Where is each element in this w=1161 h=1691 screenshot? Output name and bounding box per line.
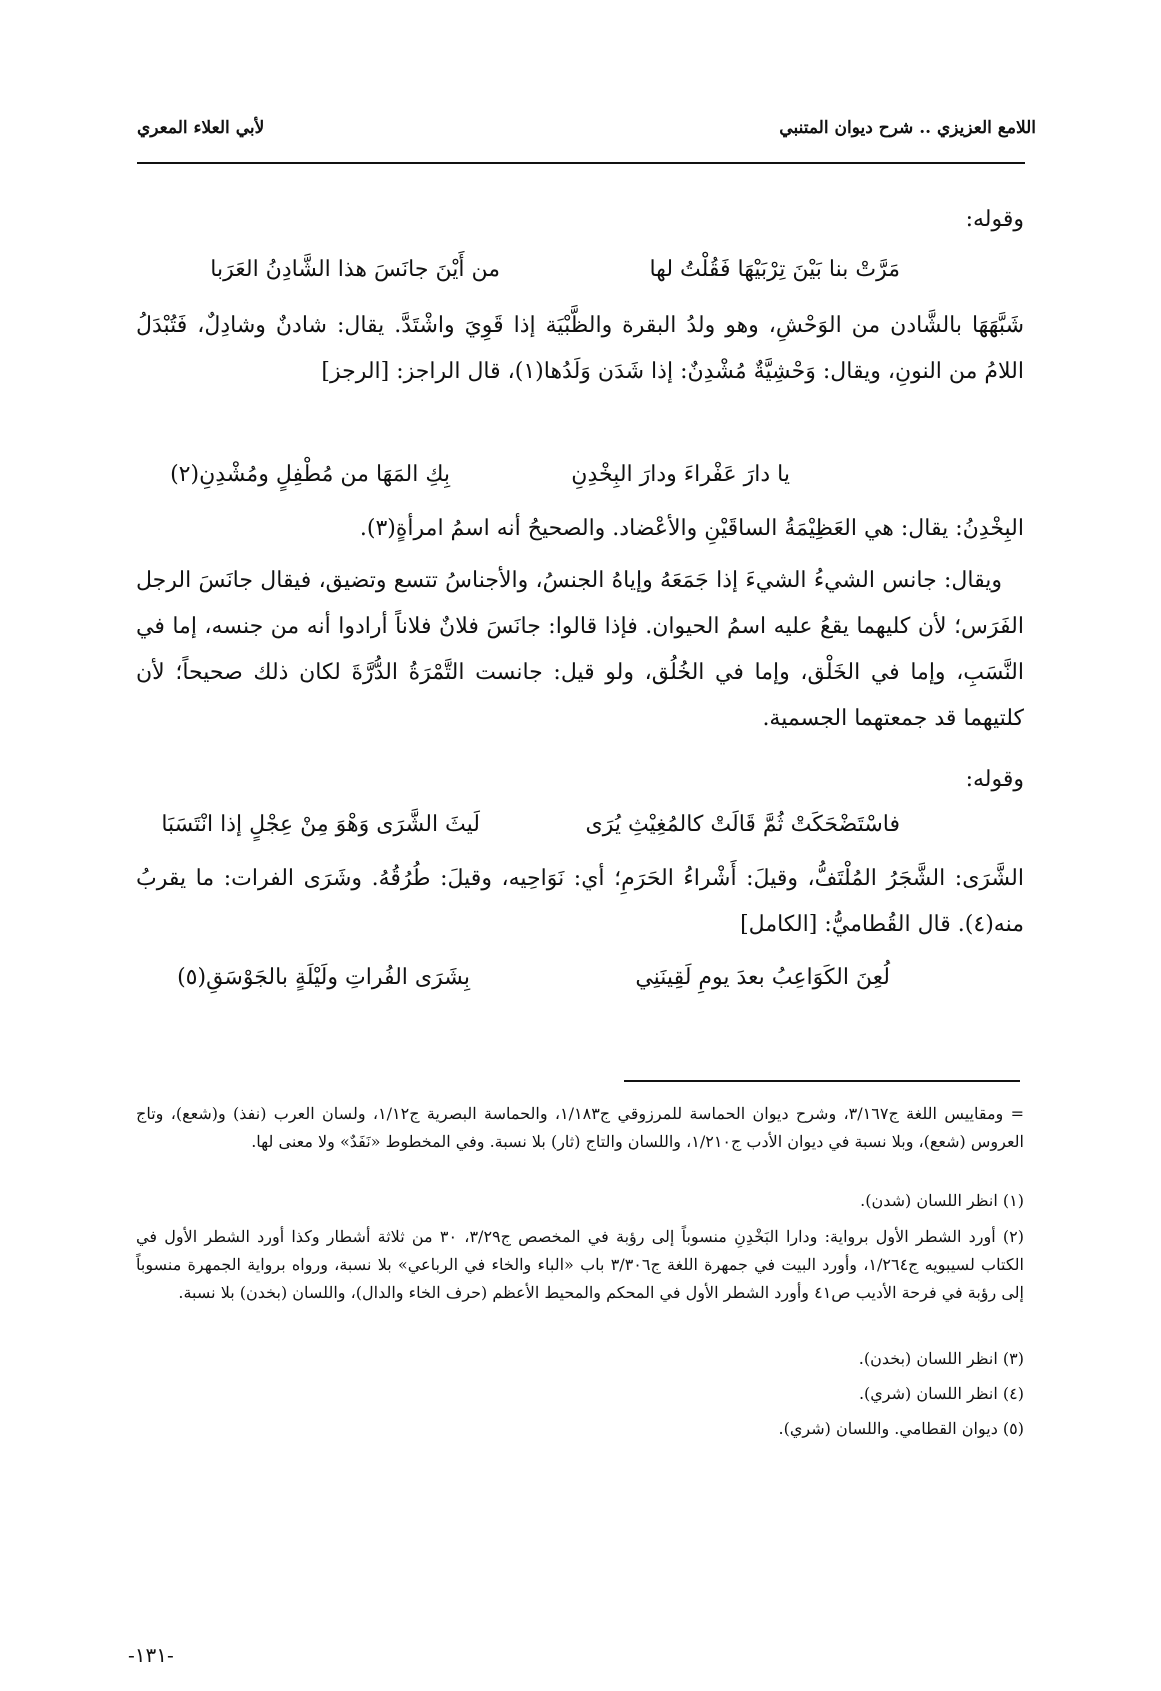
verse-hemistich-2: بِشَرَى الفُراتِ ولَيْلَةٍ بالجَوْسَقِ(٥) <box>177 965 470 990</box>
rajaz-verse-line <box>137 455 1025 495</box>
commentary-paragraph: شَبَّهَهَا بالشَّادن من الوَحْشِ، وهو ولدُ البقرة والظَّبْيَة إذا قَوِيَ واشْتَدَّ. يقال: شادنٌ وشادِلٌ، فَتُبْدَلُ اللامُ من النونِ، ويقال: وَحْشِيَّةٌ مُشْدِنٌ: إذا شَدَن وَلَدُها(١)، قال الراجز: [الرجز] <box>136 313 1024 384</box>
verse-hemistich-1: مَرَّتْ بنا بَيْنَ تِرْبَيْهَا فَقُلْتُ لها <box>649 257 900 282</box>
footnote-item: (٣) انظر اللسان (بخدن). <box>858 1349 1024 1368</box>
footnote-item: (٥) ديوان القطامي. واللسان (شري). <box>778 1419 1024 1438</box>
commentary-paragraph: البِخْدِنُ: يقال: هي العَظِيْمَةُ الساقَيْنِ والأعْضاد. والصحيحُ أنه اسمُ امرأةٍ(٣). <box>359 516 1024 541</box>
verse-hemistich-1: يا دارَ عَفْراءَ ودارَ البِخْدِنِ <box>571 462 790 487</box>
verse-hemistich-1: فاسْتَضْحَكَتْ ثُمَّ قَالَتْ كالمُغِيْثِ يُرَى <box>585 812 900 837</box>
verse-hemistich-1: لُعِنَ الكَوَاعِبُ بعدَ يومِ لَقِينَنِي <box>635 965 890 990</box>
commentary-paragraph: ويقال: جانس الشيءُ الشيءَ إذا جَمَعَهُ وإياهُ الجنسُ، والأجناسُ تتسع وتضيق، فيقال جانَسَ الرجل الفَرَس؛ لأن كليهما يقعُ عليه اسمُ الحيوان. فإذا قالوا: جانَسَ فلانٌ فلاناً أرادوا أنه من جنسه، إما في النَّسَبِ، وإما في الخَلْق، وإما في الخُلُق، ولو قيل: جانست التَّمْرَةُ الدُّرَّةَ لكان ذلك صحيحاً؛ لأن كلتيهما قد جمعتهما الجسمية. <box>136 568 1024 731</box>
verse-intro: وقوله: <box>965 207 1024 232</box>
header-divider <box>137 162 1025 164</box>
commentary-paragraph: الشَّرَى: الشَّجَرُ المُلْتَفُّ، وقيلَ: أَشْراءُ الحَرَمِ؛ أي: نَوَاحِيه، وقيلَ: طُرُقُهُ. وشَرَى الفرات: ما يقربُ منه(٤). قال القُطاميُّ: [الكامل] <box>136 866 1024 937</box>
verse-line <box>137 250 1025 290</box>
verse-line <box>137 805 1025 845</box>
page-number: -١٣١- <box>128 1643 174 1667</box>
footnote-item: (٤) انظر اللسان (شري). <box>858 1384 1024 1403</box>
verse-hemistich-2: من أَيْنَ جانَسَ هذا الشَّادِنُ العَرَبا <box>210 257 500 282</box>
verse-hemistich-2: لَيثَ الشَّرَى وَهْوَ مِنْ عِجْلٍ إذا انْتَسَبَا <box>161 812 480 837</box>
footnote-divider <box>624 1080 1020 1082</box>
running-header-title: اللامع العزيزي .. شرح ديوان المتنبي <box>779 118 1036 138</box>
footnote-item: (١) انظر اللسان (شدن). <box>860 1191 1024 1210</box>
verse-hemistich-2: بِكِ المَهَا من مُطْفِلٍ ومُشْدِنِ(٢) <box>170 462 450 487</box>
footnote-continuation: = ومقاييس اللغة ج٣/١٦٧، وشرح ديوان الحماسة للمرزوقي ج١/١٨٣، والحماسة البصرية ج١/١٢، ولسان العرب (نفذ) و(شعع)، وتاج العروس (شعع)، وبلا نسبة في ديوان الأدب ج١/٢١٠، واللسان والتاج (ثار) بلا نسبة. وفي المخطوط «نَفَدٌ» ولا معنى لها. <box>136 1104 1024 1151</box>
running-header-author: لأبي العلاء المعري <box>137 118 265 138</box>
kamil-verse-line <box>137 958 1025 998</box>
footnote-item: (٢) أورد الشطر الأول برواية: ودارا البَخْدِنِ منسوباً إلى رؤبة في المخصص ج٣/٢٩، ٣٠ من ثلاثة أشطار وكذا أورد الشطر الأول في الكتاب لسيبويه ج١/٢٦٤، وأورد البيت في جمهرة اللغة ج٣/٣٠٦ باب «الباء والخاء في الرباعي» بلا نسبة، ورواه برواية الجمهرة منسوباً إلى رؤبة في فرحة الأديب ص٤١ وأورد الشطر الأول في المحكم والمحيط الأعظم (حرف الخاء والدال)، واللسان (بخدن) بلا نسبة. <box>136 1227 1025 1302</box>
verse-intro: وقوله: <box>965 767 1024 792</box>
